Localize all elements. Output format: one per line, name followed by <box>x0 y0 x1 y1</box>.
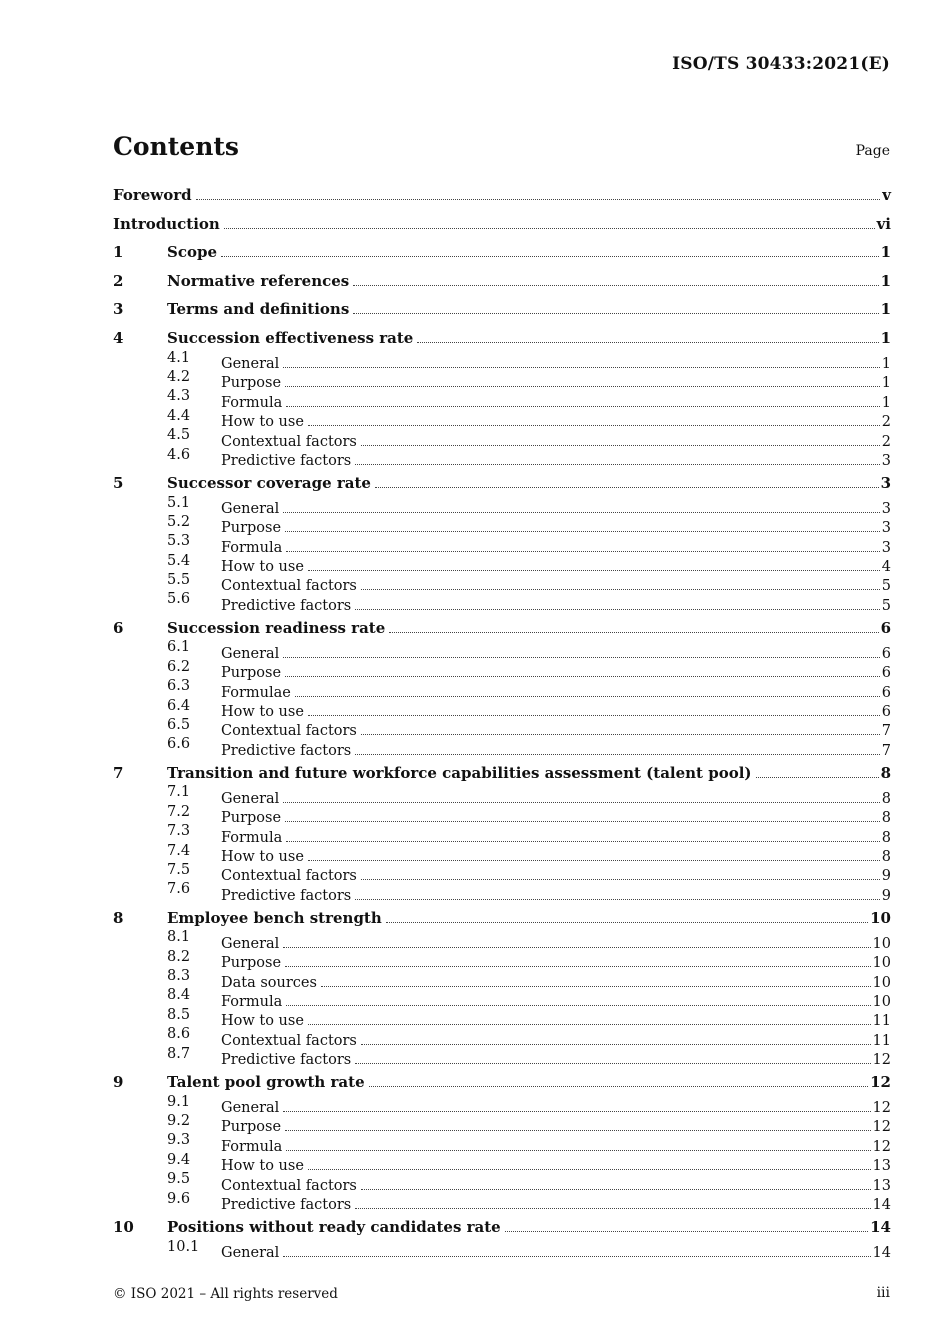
toc-subsection-page: 12 <box>872 1138 891 1155</box>
toc-subsection-page: 10 <box>872 974 891 991</box>
toc-subsection-title: How to use <box>221 559 304 576</box>
dot-leader <box>355 753 880 755</box>
toc-subsection-page: 1 <box>881 375 891 392</box>
toc-section-1[interactable] <box>113 243 891 263</box>
toc-section-number: 2 <box>113 271 124 290</box>
toc-subsection-title: Formula <box>221 993 283 1010</box>
toc-section-4[interactable] <box>113 329 891 349</box>
dot-leader <box>321 985 871 987</box>
dot-leader <box>295 695 880 697</box>
toc-subsection-title: Predictive factors <box>221 1197 352 1213</box>
toc-entry-title: Foreword <box>113 186 192 204</box>
toc-subsection-title: Formula <box>221 394 283 411</box>
toc-subsection-number: 6.1 <box>167 639 191 656</box>
toc-subsection-title: Contextual factors <box>221 868 357 885</box>
toc-subsection-number: 5.6 <box>167 591 191 608</box>
dot-leader <box>283 511 879 513</box>
toc-section-page: 8 <box>880 763 891 782</box>
toc-subsection-title: General <box>221 790 280 807</box>
toc-subsection-8.1[interactable] <box>113 928 891 952</box>
toc-section-title: Transition and future workforce capabilities assessment (talent pool) <box>167 763 752 782</box>
toc-subsection-page: 1 <box>881 394 891 411</box>
dot-leader <box>389 631 878 633</box>
toc-subsection-number: 4.4 <box>167 407 191 424</box>
dot-leader <box>756 776 879 778</box>
toc-subsection-number: 5.5 <box>167 572 191 589</box>
toc-section-number: 7 <box>113 763 124 782</box>
toc-section-2[interactable] <box>113 272 891 292</box>
toc-subsection-title: General <box>221 355 280 372</box>
toc-section-3[interactable] <box>113 300 891 320</box>
toc-subsection-page: 9 <box>881 887 891 904</box>
dot-leader <box>308 424 880 426</box>
dot-leader <box>283 946 870 948</box>
toc-subsection-number: 6.3 <box>167 678 191 695</box>
toc-subsection-page: 2 <box>881 433 891 450</box>
toc-subsection-number: 7.2 <box>167 803 191 820</box>
dot-leader <box>361 1188 871 1190</box>
toc-subsection-7.1[interactable] <box>113 783 891 807</box>
toc-subsection-number: 5.1 <box>167 494 191 511</box>
toc-subsection-number: 7.3 <box>167 823 191 840</box>
toc-subsection-page: 13 <box>872 1158 891 1175</box>
toc-subsection-title: Predictive factors <box>221 597 352 614</box>
toc-subsection-page: 14 <box>872 1197 891 1213</box>
toc-subsection-title: General <box>221 1244 280 1261</box>
toc-subsection-number: 8.7 <box>167 1045 191 1062</box>
dot-leader <box>386 921 868 923</box>
dot-leader <box>355 1062 870 1064</box>
dot-leader <box>285 385 880 387</box>
toc-subsection-title: General <box>221 500 280 517</box>
toc-subsection-page: 14 <box>872 1244 891 1261</box>
toc-section-page: 14 <box>870 1217 891 1236</box>
dot-leader <box>283 1110 870 1112</box>
toc-subsection-title: Formulae <box>221 684 291 701</box>
dot-leader <box>417 341 878 343</box>
toc-subsection-number: 6.5 <box>167 717 191 733</box>
toc-subsection-number: 4.3 <box>167 388 191 405</box>
toc-section-10[interactable] <box>113 1218 891 1238</box>
toc-subsection-10.1[interactable] <box>113 1238 891 1261</box>
page-column-label: Page <box>855 143 890 159</box>
toc-subsection-number: 7.5 <box>167 861 191 878</box>
toc-subsection-number: 8.5 <box>167 1006 191 1023</box>
toc-subsection-number: 8.3 <box>167 968 191 985</box>
dot-leader <box>286 405 879 407</box>
toc-subsection-title: How to use <box>221 704 304 721</box>
toc-subsection-title: General <box>221 1100 280 1117</box>
toc-entry-title: Introduction <box>113 214 220 233</box>
dot-leader <box>285 965 870 967</box>
toc-subsection-number: 9.1 <box>167 1093 191 1110</box>
toc-subsection-page: 4 <box>881 559 891 576</box>
toc-section-title: Succession readiness rate <box>167 618 386 637</box>
dot-leader <box>308 569 880 571</box>
toc-entry-page: v <box>882 186 891 204</box>
toc-subsection-title: Contextual factors <box>221 578 357 595</box>
footer-copyright: © ISO 2021 – All rights reserved <box>113 1286 338 1302</box>
toc-subsection-number: 10.1 <box>167 1238 200 1255</box>
toc-entry-page: vi <box>876 214 891 233</box>
toc-subsection-number: 4.1 <box>167 349 191 366</box>
toc-subsection-number: 4.6 <box>167 446 191 463</box>
dot-leader <box>286 840 879 842</box>
footer-page-number: iii <box>876 1285 890 1301</box>
dot-leader <box>375 486 879 488</box>
toc-subsection-number: 9.4 <box>167 1151 191 1168</box>
toc-subsection-number: 5.4 <box>167 552 191 569</box>
toc-subsection-title: Formula <box>221 829 283 846</box>
toc-subsection-page: 12 <box>872 1119 891 1136</box>
toc-subsection-title: General <box>221 935 280 952</box>
dot-leader <box>224 227 875 229</box>
toc-section-9[interactable] <box>113 1073 891 1093</box>
toc-subsection-number: 8.6 <box>167 1026 191 1043</box>
toc-subsection-number: 9.3 <box>167 1132 191 1149</box>
toc-section-number: 3 <box>113 300 124 319</box>
dot-leader <box>353 312 878 314</box>
toc-section-page: 1 <box>880 328 891 347</box>
toc-subsection-title: Formula <box>221 539 283 556</box>
toc-subsection-9.1[interactable] <box>113 1093 891 1117</box>
dot-leader <box>308 859 880 861</box>
dot-leader <box>221 255 879 257</box>
toc-subsection-4.1[interactable] <box>113 349 891 372</box>
dot-leader <box>361 878 880 880</box>
document-id: ISO/TS 30433:2021(E) <box>672 54 890 74</box>
toc-subsection-page: 12 <box>872 1052 891 1069</box>
toc-subsection-page: 6 <box>881 684 891 701</box>
dot-leader <box>286 1149 870 1151</box>
dot-leader <box>285 530 880 532</box>
toc-entry-foreword[interactable] <box>113 186 891 206</box>
toc-subsection-page: 11 <box>872 1032 891 1049</box>
toc-section-number: 5 <box>113 473 124 492</box>
toc-section-number: 6 <box>113 618 124 637</box>
dot-leader <box>308 1168 871 1170</box>
table-of-contents <box>113 186 891 1261</box>
toc-subsection-title: How to use <box>221 414 304 431</box>
toc-subsection-page: 8 <box>881 810 891 827</box>
toc-subsection-title: How to use <box>221 1158 304 1175</box>
dot-leader <box>361 733 880 735</box>
toc-subsection-number: 4.2 <box>167 368 191 385</box>
dot-leader <box>355 463 880 465</box>
toc-subsection-title: Purpose <box>221 520 282 537</box>
toc-section-title: Employee bench strength <box>167 908 382 927</box>
dot-leader <box>283 1255 870 1257</box>
dot-leader <box>369 1085 869 1087</box>
toc-section-page: 1 <box>880 300 891 319</box>
toc-subsection-page: 3 <box>881 500 891 517</box>
toc-subsection-number: 9.2 <box>167 1113 191 1130</box>
toc-subsection-page: 6 <box>881 704 891 721</box>
toc-subsection-title: Contextual factors <box>221 1177 357 1194</box>
toc-section-6[interactable] <box>113 619 891 639</box>
dot-leader <box>283 366 879 368</box>
toc-subsection-page: 11 <box>872 1013 891 1030</box>
toc-subsection-number: 9.6 <box>167 1190 191 1207</box>
toc-subsection-page: 8 <box>881 848 891 865</box>
toc-section-page: 1 <box>880 243 891 262</box>
toc-subsection-page: 12 <box>872 1100 891 1117</box>
contents-title: Contents <box>113 132 240 161</box>
toc-subsection-6.1[interactable] <box>113 638 891 662</box>
dot-leader <box>283 656 879 658</box>
toc-section-title: Scope <box>167 243 218 262</box>
toc-subsection-title: How to use <box>221 848 304 865</box>
toc-subsection-number: 8.4 <box>167 987 191 1004</box>
toc-subsection-number: 5.2 <box>167 513 191 530</box>
toc-subsection-title: Formula <box>221 1138 283 1155</box>
toc-entry-introduction[interactable] <box>113 215 891 235</box>
toc-subsection-number: 8.1 <box>167 929 191 946</box>
toc-subsection-number: 7.6 <box>167 881 191 898</box>
toc-subsection-title: Contextual factors <box>221 433 357 450</box>
toc-subsection-page: 13 <box>872 1177 891 1194</box>
toc-subsection-title: Predictive factors <box>221 887 352 904</box>
toc-subsection-number: 6.6 <box>167 736 191 753</box>
toc-sections <box>113 243 891 1261</box>
toc-subsection-number: 7.4 <box>167 842 191 859</box>
dot-leader <box>355 898 880 900</box>
toc-section-page: 3 <box>880 473 891 492</box>
toc-subsection-number: 4.5 <box>167 427 191 444</box>
toc-subsection-page: 3 <box>881 520 891 537</box>
toc-subsection-page: 9 <box>881 868 891 885</box>
toc-subsection-page: 7 <box>881 742 891 759</box>
toc-subsection-page: 5 <box>881 597 891 614</box>
dot-leader <box>283 801 879 803</box>
dot-leader <box>355 1207 870 1209</box>
toc-section-page: 12 <box>870 1073 891 1092</box>
toc-subsection-5.1[interactable] <box>113 494 891 517</box>
toc-section-title: Terms and definitions <box>167 300 350 319</box>
toc-subsection-page: 1 <box>881 355 891 372</box>
toc-section-page: 10 <box>870 908 891 927</box>
toc-subsection-page: 3 <box>881 452 891 469</box>
dot-leader <box>505 1230 868 1232</box>
dot-leader <box>308 714 880 716</box>
toc-subsection-title: Predictive factors <box>221 742 352 759</box>
toc-subsection-title: Purpose <box>221 1119 282 1136</box>
dot-leader <box>353 284 878 286</box>
dot-leader <box>361 588 880 590</box>
toc-section-8[interactable] <box>113 909 891 929</box>
dot-leader <box>285 675 880 677</box>
toc-subsection-page: 7 <box>881 723 891 740</box>
toc-subsection-title: Purpose <box>221 665 282 682</box>
toc-section-page: 1 <box>880 271 891 290</box>
toc-subsection-title: Contextual factors <box>221 1032 357 1049</box>
toc-subsection-title: General <box>221 645 280 662</box>
dot-leader <box>286 550 879 552</box>
toc-section-number: 1 <box>113 243 124 262</box>
toc-section-7[interactable] <box>113 764 891 784</box>
toc-subsection-number: 6.2 <box>167 658 191 675</box>
toc-subsection-title: Predictive factors <box>221 1052 352 1069</box>
toc-subsection-page: 8 <box>881 790 891 807</box>
toc-subsection-page: 6 <box>881 645 891 662</box>
toc-subsection-page: 2 <box>881 414 891 431</box>
toc-section-title: Positions without ready candidates rate <box>167 1217 501 1236</box>
dot-leader <box>285 1129 870 1131</box>
toc-section-number: 4 <box>113 328 124 347</box>
toc-subsection-title: Purpose <box>221 810 282 827</box>
toc-subsection-title: Purpose <box>221 955 282 972</box>
toc-subsection-page: 10 <box>872 935 891 952</box>
dot-leader <box>355 608 880 610</box>
toc-section-5[interactable] <box>113 474 891 494</box>
toc-subsection-title: Data sources <box>221 974 317 991</box>
toc-subsection-title: Predictive factors <box>221 452 352 469</box>
dot-leader <box>361 444 880 446</box>
toc-subsection-number: 7.1 <box>167 784 191 801</box>
toc-subsection-page: 3 <box>881 539 891 556</box>
toc-subsection-number: 6.4 <box>167 697 191 714</box>
toc-subsection-page: 8 <box>881 829 891 846</box>
toc-section-title: Talent pool growth rate <box>167 1073 365 1092</box>
toc-section-number: 8 <box>113 908 124 927</box>
dot-leader <box>285 820 880 822</box>
toc-section-number: 10 <box>113 1217 134 1236</box>
toc-subsection-number: 5.3 <box>167 533 191 550</box>
toc-section-number: 9 <box>113 1073 124 1092</box>
toc-subsection-title: Contextual factors <box>221 723 357 740</box>
toc-subsection-page: 10 <box>872 955 891 972</box>
toc-section-page: 6 <box>880 618 891 637</box>
dot-leader <box>308 1023 871 1025</box>
toc-subsection-title: Purpose <box>221 375 282 392</box>
dot-leader <box>196 198 881 200</box>
toc-subsection-number: 8.2 <box>167 948 191 965</box>
toc-subsection-page: 5 <box>881 578 891 595</box>
toc-subsection-page: 10 <box>872 993 891 1010</box>
toc-section-title: Successor coverage rate <box>167 473 371 492</box>
toc-subsection-page: 6 <box>881 665 891 682</box>
toc-section-title: Normative references <box>167 271 350 290</box>
dot-leader <box>361 1043 871 1045</box>
dot-leader <box>286 1004 870 1006</box>
toc-subsection-title: How to use <box>221 1013 304 1030</box>
toc-subsection-number: 9.5 <box>167 1171 191 1188</box>
toc-section-title: Succession effectiveness rate <box>167 328 414 347</box>
